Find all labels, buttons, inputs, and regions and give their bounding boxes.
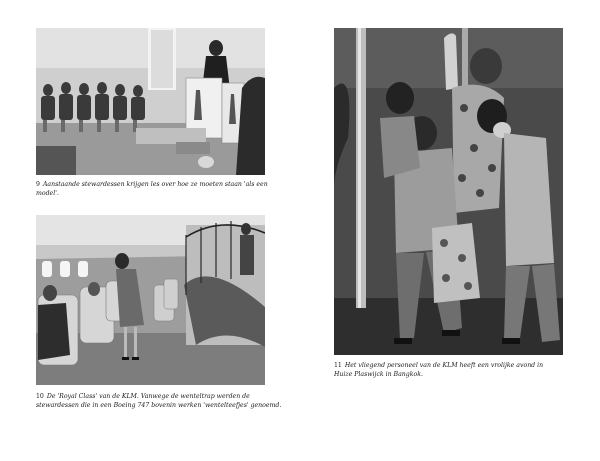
caption-figure-10 (36, 392, 282, 410)
photo-stewardess-class (36, 28, 265, 175)
photo-crew-party (334, 28, 563, 355)
caption-figure-9 (36, 180, 268, 198)
figure-number: 11 (334, 362, 342, 369)
caption-line: Het vliegend personeel van de KLM heeft een vrolijke avond in (344, 362, 544, 369)
photo-stewardess-class-image (36, 28, 265, 175)
photo-royal-class-cabin (36, 215, 265, 385)
caption-line: De 'Royal Class' van de KLM. Vanwege de wenteltrap werden de (46, 393, 250, 400)
caption-line: Huize Plaswijck in Bangkok. (334, 371, 423, 378)
caption-figure-11 (334, 361, 566, 379)
figure-number: 9 (36, 181, 40, 188)
caption-line: Aanstaande stewardessen krijgen les over hoe ze moeten staan 'als een (42, 181, 268, 188)
photo-royal-class-cabin-image (36, 215, 265, 385)
figure-number: 10 (36, 393, 44, 400)
photo-crew-party-image (334, 28, 563, 355)
caption-line: stewardessen die in een Boeing 747 bovenin werken 'wentelteefjes' genoemd. (36, 402, 282, 409)
caption-line: model'. (36, 190, 59, 197)
